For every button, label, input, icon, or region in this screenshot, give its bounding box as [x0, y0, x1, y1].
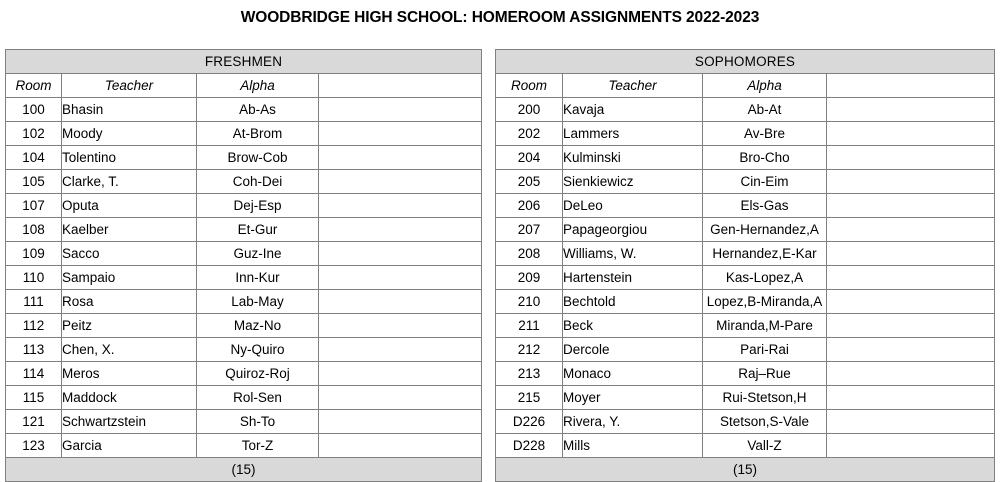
cell-alpha: Maz-No: [197, 314, 319, 338]
cell-room: 213: [496, 362, 563, 386]
cell-blank: [319, 194, 482, 218]
cell-alpha: Lab-May: [197, 290, 319, 314]
cell-room: 205: [496, 170, 563, 194]
cell-blank: [827, 410, 995, 434]
cell-teacher: Rosa: [62, 290, 197, 314]
cell-room: 121: [6, 410, 62, 434]
table-row: [496, 410, 995, 434]
table-row: [6, 218, 482, 242]
cell-alpha: Brow-Cob: [197, 146, 319, 170]
cell-room: 207: [496, 218, 563, 242]
cell-alpha: Cin-Eim: [703, 170, 827, 194]
column-header-teacher: Teacher: [62, 74, 197, 98]
table-row: [6, 122, 482, 146]
cell-alpha: Raj–Rue: [703, 362, 827, 386]
cell-teacher: Bhasin: [62, 98, 197, 122]
cell-blank: [319, 122, 482, 146]
cell-teacher: Sampaio: [62, 266, 197, 290]
freshmen-band-label: FRESHMEN: [6, 50, 482, 74]
cell-room: 200: [496, 98, 563, 122]
cell-alpha: Guz-Ine: [197, 242, 319, 266]
table-row: [496, 122, 995, 146]
cell-alpha: Pari-Rai: [703, 338, 827, 362]
cell-room: 211: [496, 314, 563, 338]
table-row: [6, 146, 482, 170]
cell-alpha: Ab-As: [197, 98, 319, 122]
cell-blank: [319, 290, 482, 314]
table-row: [6, 98, 482, 122]
table-header-row: [496, 74, 995, 98]
cell-room: 209: [496, 266, 563, 290]
cell-blank: [319, 338, 482, 362]
cell-room: 100: [6, 98, 62, 122]
cell-alpha: Ab-At: [703, 98, 827, 122]
table-row: [496, 98, 995, 122]
cell-room: 114: [6, 362, 62, 386]
cell-blank: [319, 266, 482, 290]
table-row: [6, 266, 482, 290]
cell-teacher: Oputa: [62, 194, 197, 218]
cell-teacher: Lammers: [563, 122, 703, 146]
cell-teacher: Peitz: [62, 314, 197, 338]
cell-room: D226: [496, 410, 563, 434]
cell-teacher: Rivera, Y.: [563, 410, 703, 434]
cell-room: 102: [6, 122, 62, 146]
table-header-row: [6, 74, 482, 98]
cell-room: 104: [6, 146, 62, 170]
cell-teacher: Kavaja: [563, 98, 703, 122]
cell-blank: [319, 434, 482, 458]
cell-teacher: Hartenstein: [563, 266, 703, 290]
table-row: [496, 146, 995, 170]
cell-room: 107: [6, 194, 62, 218]
cell-teacher: Williams, W.: [563, 242, 703, 266]
cell-room: 110: [6, 266, 62, 290]
cell-room: 123: [6, 434, 62, 458]
table-row: [496, 434, 995, 458]
table-footer-row: [6, 458, 482, 482]
freshmen-table-body: [6, 50, 482, 458]
cell-blank: [319, 146, 482, 170]
cell-blank: [827, 362, 995, 386]
cell-room: 215: [496, 386, 563, 410]
cell-blank: [827, 314, 995, 338]
sophomores-band-label: SOPHOMORES: [496, 50, 995, 74]
table-footer-row: [496, 458, 995, 482]
cell-teacher: Papageorgiou: [563, 218, 703, 242]
table-row: [6, 362, 482, 386]
column-header-alpha: Alpha: [197, 74, 319, 98]
sophomores-table-wrapper: [495, 49, 995, 482]
cell-blank: [319, 242, 482, 266]
table-row: [6, 386, 482, 410]
cell-blank: [827, 290, 995, 314]
freshmen-table: [5, 49, 482, 482]
table-row: [6, 314, 482, 338]
cell-alpha: At-Brom: [197, 122, 319, 146]
cell-blank: [827, 122, 995, 146]
cell-room: 202: [496, 122, 563, 146]
table-row: [496, 338, 995, 362]
cell-blank: [319, 386, 482, 410]
cell-alpha: Tor-Z: [197, 434, 319, 458]
cell-teacher: Sienkiewicz: [563, 170, 703, 194]
cell-room: 105: [6, 170, 62, 194]
cell-room: 206: [496, 194, 563, 218]
column-header-teacher: Teacher: [563, 74, 703, 98]
cell-room: 111: [6, 290, 62, 314]
cell-teacher: Beck: [563, 314, 703, 338]
cell-teacher: Chen, X.: [62, 338, 197, 362]
table-row: [496, 266, 995, 290]
table-row: [496, 194, 995, 218]
cell-teacher: Clarke, T.: [62, 170, 197, 194]
column-header-room: Room: [6, 74, 62, 98]
sophomores-table: [495, 49, 995, 482]
cell-blank: [827, 218, 995, 242]
cell-blank: [319, 362, 482, 386]
cell-alpha: Av-Bre: [703, 122, 827, 146]
table-row: [496, 218, 995, 242]
table-row: [6, 434, 482, 458]
cell-teacher: DeLeo: [563, 194, 703, 218]
table-row: [6, 170, 482, 194]
cell-room: 210: [496, 290, 563, 314]
sophomores-table-foot: [496, 458, 995, 482]
cell-teacher: Maddock: [62, 386, 197, 410]
cell-teacher: Tolentino: [62, 146, 197, 170]
cell-blank: [319, 218, 482, 242]
table-row: [496, 242, 995, 266]
cell-room: 112: [6, 314, 62, 338]
table-band-row: [496, 50, 995, 74]
cell-room: 109: [6, 242, 62, 266]
cell-teacher: Moody: [62, 122, 197, 146]
cell-room: 113: [6, 338, 62, 362]
cell-teacher: Garcia: [62, 434, 197, 458]
column-header-blank: [827, 74, 995, 98]
cell-alpha: Bro-Cho: [703, 146, 827, 170]
table-row: [6, 290, 482, 314]
table-row: [496, 314, 995, 338]
cell-alpha: Stetson,S-Vale: [703, 410, 827, 434]
cell-blank: [319, 98, 482, 122]
cell-teacher: Schwartzstein: [62, 410, 197, 434]
table-row: [496, 290, 995, 314]
cell-room: 115: [6, 386, 62, 410]
cell-alpha: Quiroz-Roj: [197, 362, 319, 386]
column-header-blank: [319, 74, 482, 98]
cell-blank: [827, 98, 995, 122]
cell-teacher: Sacco: [62, 242, 197, 266]
cell-alpha: Hernandez,E-Kar: [703, 242, 827, 266]
cell-alpha: Lopez,B-Miranda,A: [703, 290, 827, 314]
column-header-room: Room: [496, 74, 563, 98]
page-title: WOODBRIDGE HIGH SCHOOL: HOMEROOM ASSIGNMENTS 2022-2023: [240, 9, 760, 26]
table-row: [496, 170, 995, 194]
cell-teacher: Kulminski: [563, 146, 703, 170]
cell-alpha: Gen-Hernandez,A: [703, 218, 827, 242]
cell-alpha: Rol-Sen: [197, 386, 319, 410]
cell-room: 204: [496, 146, 563, 170]
cell-alpha: Coh-Dei: [197, 170, 319, 194]
cell-alpha: Vall-Z: [703, 434, 827, 458]
cell-teacher: Kaelber: [62, 218, 197, 242]
cell-blank: [319, 410, 482, 434]
freshmen-table-wrapper: [5, 49, 482, 482]
cell-room: 108: [6, 218, 62, 242]
cell-blank: [827, 170, 995, 194]
cell-alpha: Miranda,M-Pare: [703, 314, 827, 338]
table-row: [6, 194, 482, 218]
cell-alpha: Sh-To: [197, 410, 319, 434]
cell-teacher: Mills: [563, 434, 703, 458]
cell-alpha: Kas-Lopez,A: [703, 266, 827, 290]
table-row: [6, 338, 482, 362]
cell-alpha: Ny-Quiro: [197, 338, 319, 362]
cell-blank: [827, 338, 995, 362]
sophomores-count: (15): [496, 458, 995, 482]
cell-teacher: Dercole: [563, 338, 703, 362]
table-row: [6, 242, 482, 266]
cell-blank: [827, 194, 995, 218]
cell-blank: [827, 386, 995, 410]
cell-room: D228: [496, 434, 563, 458]
cell-blank: [319, 170, 482, 194]
cell-alpha: Dej-Esp: [197, 194, 319, 218]
freshmen-table-foot: [6, 458, 482, 482]
cell-teacher: Bechtold: [563, 290, 703, 314]
cell-blank: [827, 146, 995, 170]
cell-alpha: Et-Gur: [197, 218, 319, 242]
table-row: [496, 362, 995, 386]
cell-blank: [827, 266, 995, 290]
cell-blank: [827, 242, 995, 266]
cell-alpha: Rui-Stetson,H: [703, 386, 827, 410]
table-row: [6, 410, 482, 434]
cell-blank: [319, 314, 482, 338]
cell-room: 212: [496, 338, 563, 362]
tables-container: [0, 49, 1000, 482]
table-row: [496, 386, 995, 410]
cell-alpha: Inn-Kur: [197, 266, 319, 290]
cell-teacher: Moyer: [563, 386, 703, 410]
sophomores-table-body: [496, 50, 995, 458]
table-band-row: [6, 50, 482, 74]
column-header-alpha: Alpha: [703, 74, 827, 98]
cell-room: 208: [496, 242, 563, 266]
freshmen-count: (15): [6, 458, 482, 482]
cell-teacher: Monaco: [563, 362, 703, 386]
cell-blank: [827, 434, 995, 458]
cell-alpha: Els-Gas: [703, 194, 827, 218]
cell-teacher: Meros: [62, 362, 197, 386]
